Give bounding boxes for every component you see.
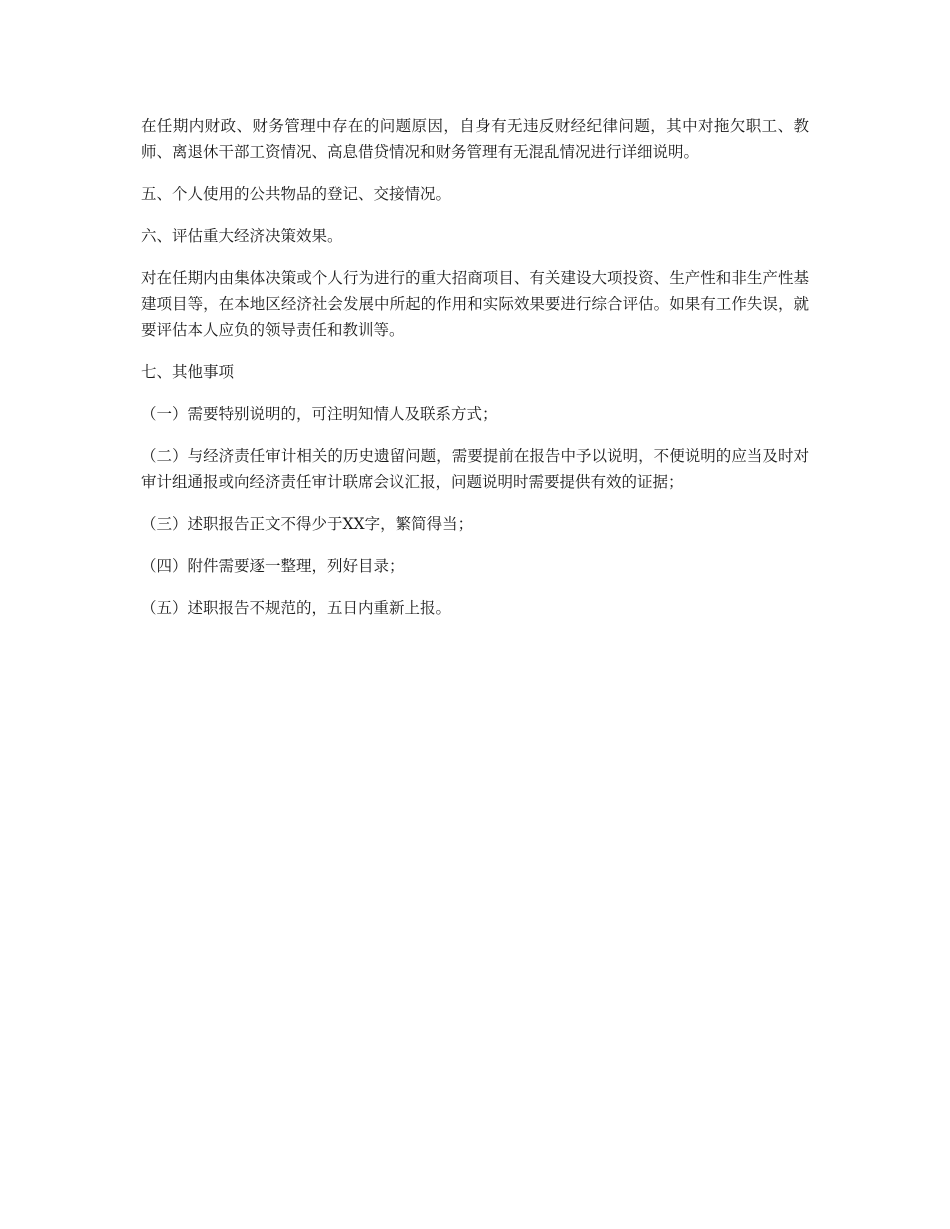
document-body [141,113,809,637]
heading-section-6: 六、评估重大经济决策效果。 [141,227,343,245]
list-item-5: （五）述职报告不规范的，五日内重新上报。 [141,599,452,617]
list-item-2: （二）与经济责任审计相关的历史遗留问题，需要提前在报告中予以说明，不便说明的应当及时对审计组通报或向经济责任审计联席会议汇报，问题说明时需要提供有效的证据； [141,447,809,491]
list-item-1: （一）需要特别说明的，可注明知情人及联系方式； [141,405,498,423]
list-item-4: （四）附件需要逐一整理，列好目录； [141,557,405,575]
paragraph-financial-issues: 在任期内财政、财务管理中存在的问题原因，自身有无违反财经纪律问题，其中对拖欠职工、教师、离退休干部工资情况、高息借贷情况和财务管理有无混乱情况进行详细说明。 [141,117,809,161]
paragraph-decision-evaluation: 对在任期内由集体决策或个人行为进行的重大招商项目、有关建设大项投资、生产性和非生产性基建项目等，在本地区经济社会发展中所起的作用和实际效果要进行综合评估。如果有工作失误，就要评估本人应负的领导责任和教训等。 [141,269,809,339]
list-item-3: （三）述职报告正文不得少于XX字，繁简得当； [141,515,474,533]
heading-section-7: 七、其他事项 [141,363,235,381]
heading-section-5: 五、个人使用的公共物品的登记、交接情况。 [141,185,452,203]
